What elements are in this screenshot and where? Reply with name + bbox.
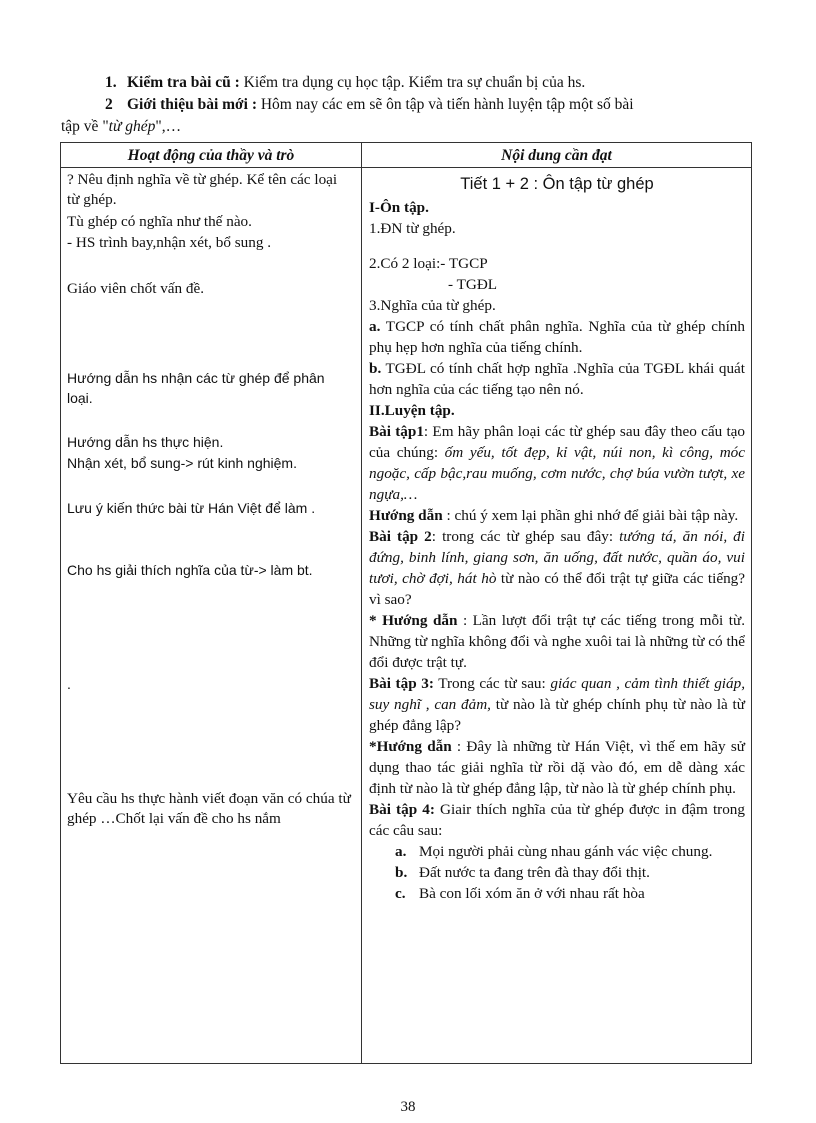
guide-2-label: * Hướng dẫn bbox=[369, 612, 458, 629]
exercise-4-list bbox=[369, 841, 745, 904]
table-header-row bbox=[61, 143, 752, 168]
review-1: 1.ĐN từ ghép. bbox=[369, 220, 456, 237]
review-3a-label: a. bbox=[369, 318, 381, 335]
exercise-1-label: Bài tập1 bbox=[369, 423, 424, 440]
lesson-table bbox=[60, 142, 752, 1064]
left-review: Nhận xét, bổ sung-> rút kinh nghiệm. bbox=[67, 455, 297, 471]
intro-item-2-text: Hôm nay các em sẽ ôn tập và tiến hành luyện tập một số bài bbox=[256, 96, 634, 113]
list-item-text: Mọi người phải cùng nhau gánh vác việc chung. bbox=[419, 843, 713, 860]
review-2a: 2.Có 2 loại:- TGCP bbox=[369, 255, 488, 272]
exercise-4-label: Bài tập 4: bbox=[369, 801, 435, 818]
exercise-2-words: tướng tá, ăn nói, đi đứng, binh lính, giang sơn, ăn uống, đất nước, quần áo, vui tươi, chờ đợi, hát hò bbox=[369, 528, 746, 587]
left-question-1: ? Nêu định nghĩa về từ ghép. Kể tên các loại từ ghép. bbox=[67, 171, 338, 208]
exercise-1-words: ốm yếu, tốt đẹp, kỉ vật, núi non, kì công, móc ngoặc, cấp bậc,rau muống, cơm nước, chợ búa vườn tượt, xe ngựa,… bbox=[369, 444, 745, 503]
exercise-3 bbox=[369, 673, 745, 736]
guide-3 bbox=[369, 736, 745, 799]
intro-item-1-text: Kiểm tra dụng cụ học tập. Kiểm tra sự chuẩn bị của hs. bbox=[239, 74, 586, 91]
review-2b: - TGĐL bbox=[448, 276, 498, 293]
review-3: 3.Nghĩa của từ ghép. bbox=[369, 297, 496, 314]
guide-2-text: : Lần lượt đổi trật tự các tiếng trong mỗi từ. Những từ nghĩa không đổi và nghe xuôi tai là những từ có thể đổi được trật tự. bbox=[369, 612, 745, 671]
page-number: 38 bbox=[400, 1099, 416, 1115]
intro-item-2-continuation bbox=[61, 116, 723, 137]
intro-item-1-number: 1. bbox=[105, 74, 117, 91]
intro-item-1-label: Kiểm tra bài cũ : bbox=[127, 74, 240, 91]
left-dot: . bbox=[67, 676, 71, 692]
left-note-han-viet: Lưu ý kiến thức bài từ Hán Việt để làm . bbox=[67, 500, 316, 516]
intro-cont-b: ",… bbox=[155, 118, 182, 135]
left-question-2: Tù ghép có nghĩa như thế nào. bbox=[67, 213, 252, 230]
review-3a-text: TGCP có tính chất phân nghĩa. Nghĩa của từ ghép chính phụ hẹp hơn nghĩa của tiếng chính. bbox=[369, 318, 745, 356]
section-review-heading: I-Ôn tập. bbox=[369, 199, 429, 216]
intro-cont-em: từ ghép bbox=[108, 118, 156, 135]
content-cell bbox=[362, 168, 752, 1064]
exercise-3-words: giác quan , cảm tình thiết giáp, suy nghĩ , can đảm, bbox=[369, 675, 745, 713]
lesson-subtitle: Tiết 1 + 2 : Ôn tập từ ghép bbox=[460, 175, 654, 193]
list-item-text: Bà con lối xóm ăn ở với nhau rất hòa bbox=[419, 885, 645, 902]
exercise-4 bbox=[369, 799, 745, 841]
list-item-label: c. bbox=[395, 885, 406, 902]
intro-item-1 bbox=[105, 72, 767, 93]
left-write-paragraph: Yêu cầu hs thực hành viết đoạn văn có chúa từ ghép …Chốt lại vấn đề cho hs nắm bbox=[67, 790, 351, 827]
review-3b-text: TGĐL có tính chất hợp nghĩa .Nghĩa của TGĐL khái quát hơn nghĩa của các tiếng tạo nên nó. bbox=[369, 360, 745, 398]
guide-2 bbox=[369, 610, 745, 673]
list-item-label: a. bbox=[395, 843, 407, 860]
left-question-3: - HS trình bay,nhận xét, bổ sung . bbox=[67, 234, 272, 251]
intro-item-2 bbox=[105, 94, 767, 115]
list-item bbox=[369, 841, 745, 862]
guide-1 bbox=[369, 505, 745, 526]
exercise-3-text: Trong các từ sau: bbox=[433, 675, 551, 692]
left-guide-do: Hướng dẫn hs thực hiện. bbox=[67, 434, 224, 450]
col-right-header: Nội dung cần đạt bbox=[362, 143, 752, 168]
exercise-1 bbox=[369, 421, 745, 505]
guide-3-label: *Hướng dẫn bbox=[369, 738, 452, 755]
col-left-header: Hoạt động của thầy và trò bbox=[61, 143, 362, 168]
intro-item-2-number: 2 bbox=[105, 96, 113, 113]
left-explain-meaning: Cho hs giải thích nghĩa của từ-> làm bt. bbox=[67, 562, 313, 578]
left-question-4: Giáo viên chốt vấn đề. bbox=[67, 280, 205, 297]
exercise-2-label: Bài tập 2 bbox=[369, 528, 432, 545]
left-guide-classify: Hướng dẫn hs nhận các từ ghép để phân loại. bbox=[67, 370, 325, 406]
teacher-activities-cell bbox=[61, 168, 362, 1064]
guide-3-text: : Đây là những từ Hán Việt, vì thế em hãy sử dụng thao tác giải nghĩa từ rồi dặ vào đó, em dễ dàng xác định từ nào là từ ghép đẳng lập, từ nào là từ ghép chính phụ. bbox=[369, 738, 745, 797]
list-item bbox=[369, 883, 745, 904]
guide-1-text: : chú ý xem lại phần ghi nhớ để giải bài tập này. bbox=[442, 507, 739, 524]
intro-item-2-label: Giới thiệu bài mới : bbox=[127, 96, 257, 113]
review-3b-label: b. bbox=[369, 360, 382, 377]
list-item bbox=[369, 862, 745, 883]
exercise-1-text: : Em hãy phân loại các từ ghép sau đây theo cấu tạo của chúng: bbox=[369, 423, 745, 461]
guide-1-label: Hướng dẫn bbox=[369, 507, 443, 524]
exercise-2 bbox=[369, 526, 745, 610]
intro-cont-a: tập về " bbox=[61, 118, 109, 135]
exercise-3-tail: từ nào là từ ghép chính phụ từ nào là từ ghép đẳng lập? bbox=[369, 696, 745, 734]
table-body-row bbox=[61, 168, 752, 1064]
exercise-3-label: Bài tập 3: bbox=[369, 675, 434, 692]
review-3b bbox=[369, 358, 745, 400]
review-3a bbox=[369, 316, 745, 358]
exercise-2-tail: từ nào có thể đổi trật tự giữa các tiếng? vì sao? bbox=[369, 570, 745, 608]
list-item-text: Đất nước ta đang trên đà thay đổi thịt. bbox=[419, 864, 650, 881]
section-practice-heading: II.Luyện tập. bbox=[369, 402, 455, 419]
exercise-4-text: Giair thích nghĩa của từ ghép được in đậm trong các câu sau: bbox=[369, 801, 745, 839]
list-item-label: b. bbox=[395, 864, 408, 881]
exercise-2-text: : trong các từ ghép sau đây: bbox=[431, 528, 620, 545]
